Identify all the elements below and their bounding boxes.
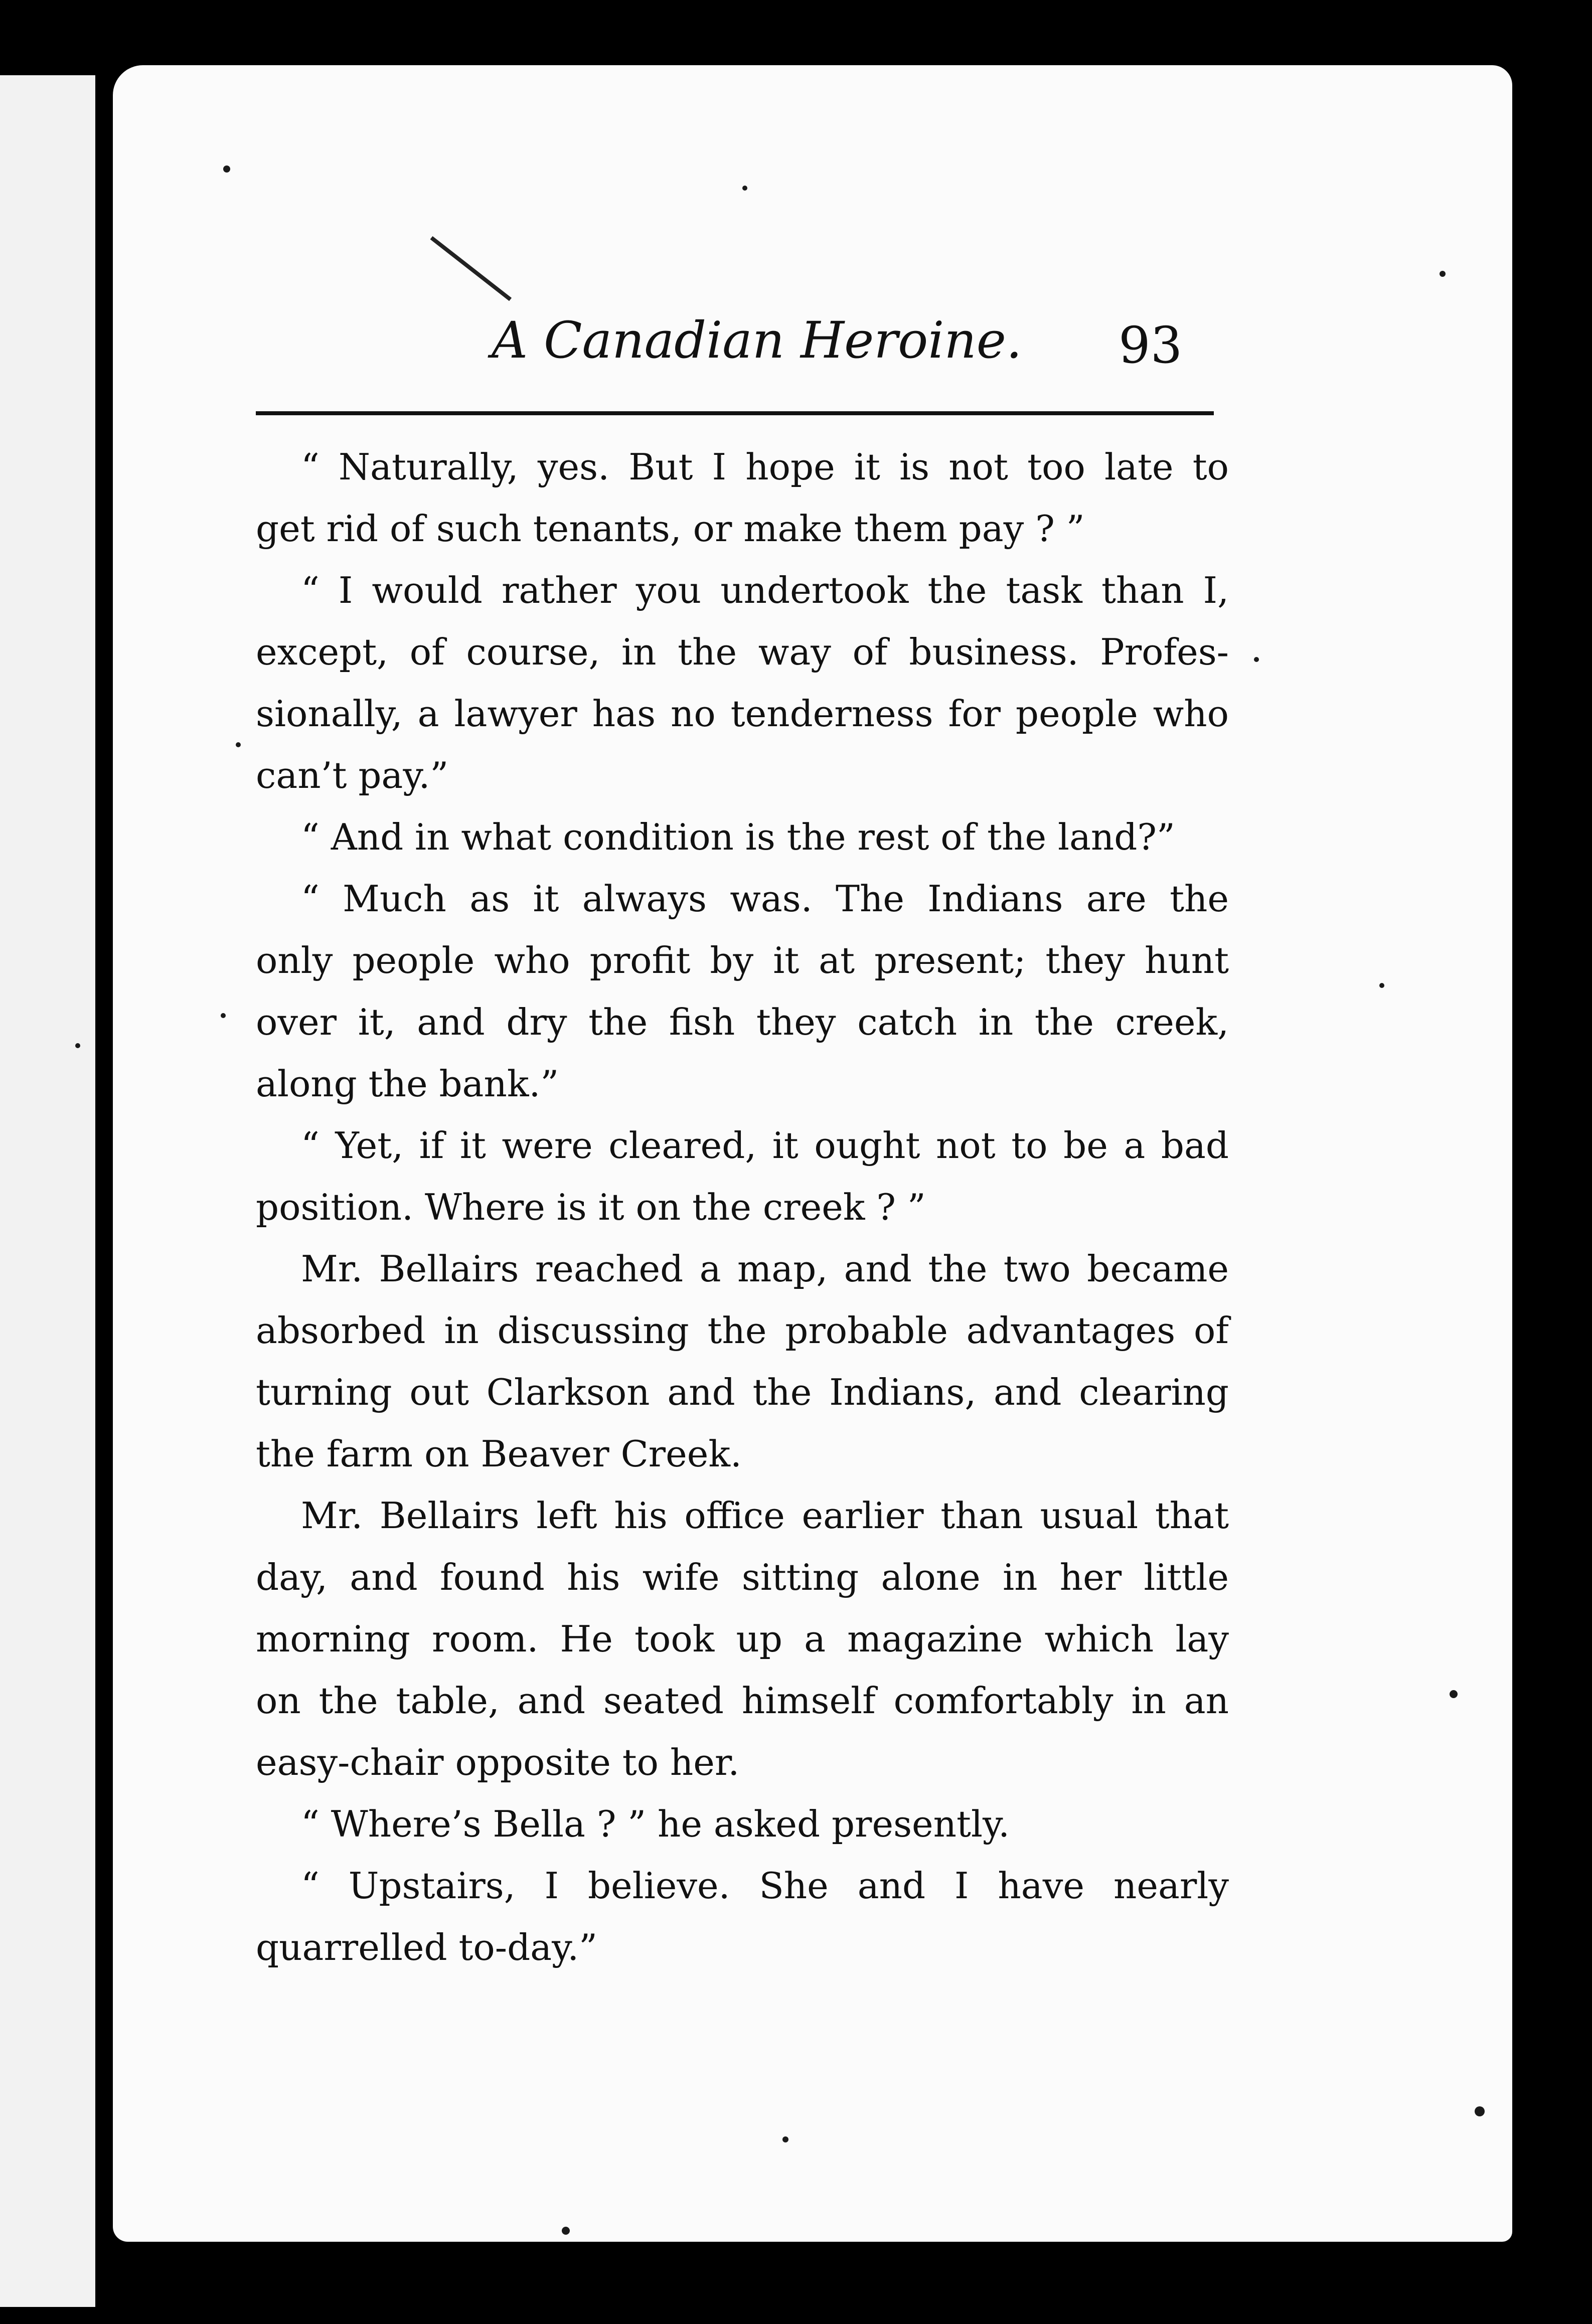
text-line: “ Much as it always was. The Indians are the xyxy=(301,878,1229,920)
scan-speck xyxy=(782,2136,788,2142)
scan-speck xyxy=(1450,1690,1458,1698)
scan-speck xyxy=(1254,657,1259,662)
running-title: A Canadian Heroine. xyxy=(492,311,1022,370)
page-number: 93 xyxy=(1119,316,1183,375)
text-line: “ And in what condition is the rest of the land?” xyxy=(301,816,1175,858)
scan-speck xyxy=(236,742,241,747)
text-line: “ Where’s Bella ? ” he asked presently. xyxy=(301,1803,1010,1845)
text-line: easy-chair opposite to her. xyxy=(256,1741,740,1783)
text-line: can’t pay.” xyxy=(256,754,449,796)
facing-page-edge xyxy=(0,75,95,2307)
text-line: over it, and dry the fish they catch in the creek, xyxy=(256,1001,1229,1043)
scan-speck xyxy=(562,2227,570,2235)
text-line: absorbed in discussing the probable advantages of xyxy=(256,1309,1229,1352)
scan-speck xyxy=(742,186,747,191)
text-line: only people who profit by it at present; they hunt xyxy=(256,939,1229,981)
scan-speck xyxy=(223,165,230,173)
text-line: position. Where is it on the creek ? ” xyxy=(256,1186,926,1228)
scan-speck xyxy=(1475,2106,1485,2116)
text-line: on the table, and seated himself comfortably in an xyxy=(256,1680,1229,1722)
text-line: quarrelled to-day.” xyxy=(256,1926,597,1968)
text-line: get rid of such tenants, or make them pay ? ” xyxy=(256,508,1085,550)
body-text xyxy=(256,436,1229,1978)
text-line: “ I would rather you undertook the task than I, xyxy=(301,569,1229,611)
text-line: day, and found his wife sitting alone in her little xyxy=(256,1556,1229,1598)
text-line: Mr. Bellairs left his office earlier than usual that xyxy=(301,1495,1229,1537)
text-line: “ Naturally, yes. But I hope it is not too late to xyxy=(301,446,1229,488)
text-line: Mr. Bellairs reached a map, and the two became xyxy=(301,1248,1229,1290)
text-line: except, of course, in the way of business. Profes- xyxy=(256,631,1229,673)
text-line: sionally, a lawyer has no tenderness for people who xyxy=(256,693,1229,735)
scan-speck xyxy=(1440,271,1446,277)
scan-speck xyxy=(221,1013,226,1018)
scan-speck xyxy=(75,1043,80,1048)
text-line: the farm on Beaver Creek. xyxy=(256,1433,742,1475)
text-line: “ Yet, if it were cleared, it ought not to be a bad xyxy=(301,1124,1229,1167)
text-line: turning out Clarkson and the Indians, and clearing xyxy=(256,1371,1229,1413)
scan-speck xyxy=(1379,983,1384,988)
text-line: “ Upstairs, I believe. She and I have nearly xyxy=(301,1865,1229,1907)
header-rule xyxy=(256,411,1214,415)
page-header xyxy=(471,311,1224,386)
text-line: morning room. He took up a magazine which lay xyxy=(256,1618,1229,1660)
text-line: along the bank.” xyxy=(256,1063,559,1105)
